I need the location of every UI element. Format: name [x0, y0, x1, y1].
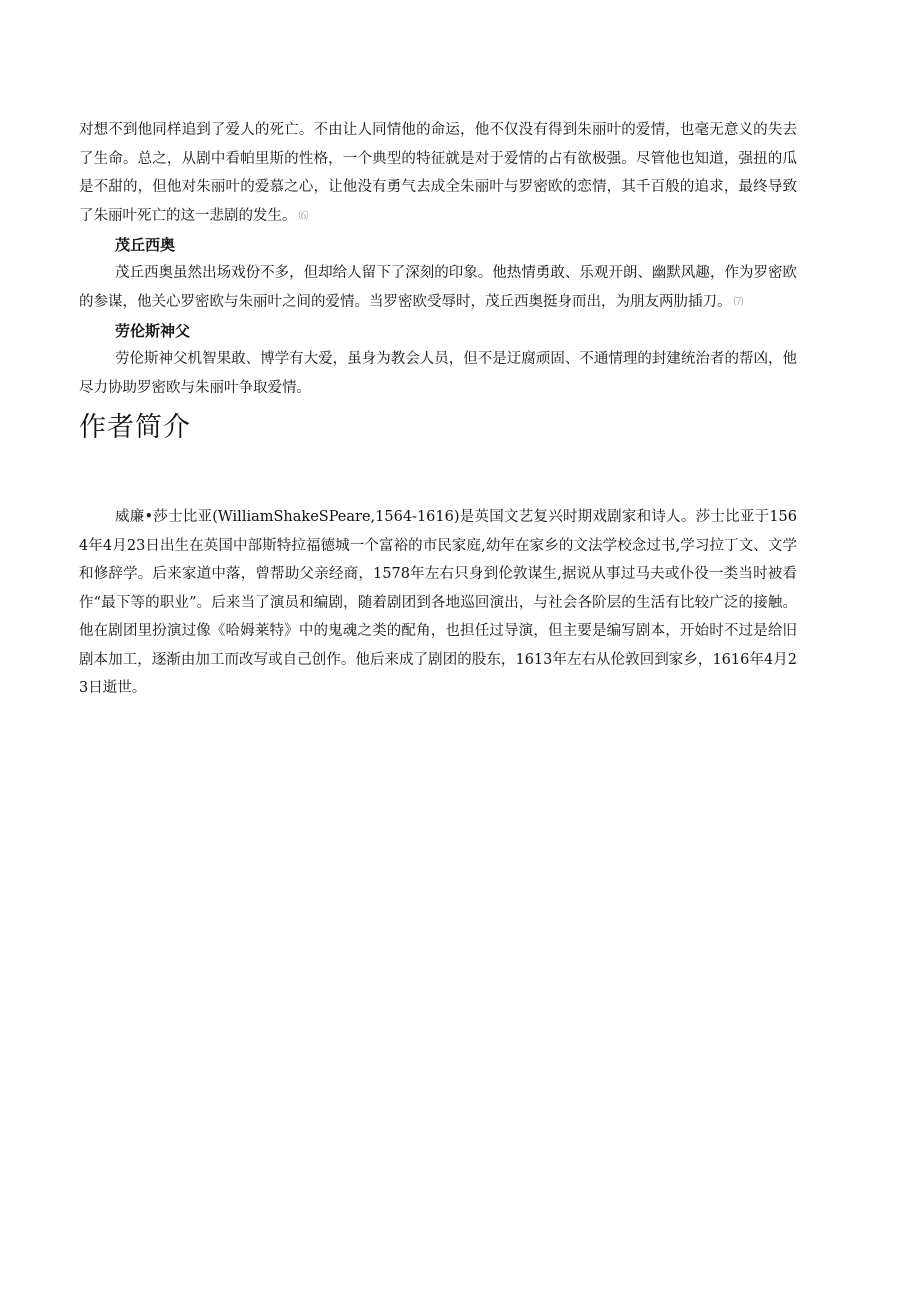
mercutio-paragraph	[79, 259, 797, 317]
author-bio-paragraph: 威廉•莎士比亚(WilliamShakeSPeare,1564-1616)是英国文艺复兴时期戏剧家和诗人。莎士比亚于1564年4月23日出生在英国中部斯特拉福德城一个富裕的市民家庭,幼年在家乡的文法学校念过书,学习拉丁文、文学和修辞学。后来家道中落，曾帮助父亲经商，1578年左右只身到伦敦谋生,据说从事过马夫或仆役一类当时被看作“最下等的职业”。后来当了演员和编剧，随着剧团到各地巡回演出，与社会各阶层的生活有比较广泛的接触。他在剧团里扮演过像《哈姆莱特》中的鬼魂之类的配角，也担任过导演，但主要是编写剧本，开始时不过是给旧剧本加工，逐渐由加工而改写或自己创作。他后来成了剧团的股东，1613年左右从伦敦回到家乡，1616年4月23日逝世。	[79, 509, 797, 696]
document-page	[79, 116, 797, 703]
character-heading-friar-laurence: 劳伦斯神父	[115, 322, 191, 340]
footnote-marker-7: ⑺	[733, 296, 744, 308]
friar-laurence-paragraph-text: 劳伦斯神父机智果敢、博学有大爱，虽身为教会人员，但不是迂腐顽固、不通情理的封建统治者的帮凶，他尽力协助罗密欧与朱丽叶争取爱情。	[79, 351, 797, 396]
footnote-marker-6: ⑹	[298, 210, 309, 222]
mercutio-paragraph-text: 茂丘西奥虽然出场戏份不多，但却给人留下了深刻的印象。他热情勇敢、乐观开朗、幽默风趣，作为罗密欧的参谋，他关心罗密欧与朱丽叶之间的爱情。当罗密欧受辱时，茂丘西奥挺身而出，为朋友两肋插刀。	[79, 265, 797, 310]
author-intro-heading: 作者简介	[79, 412, 191, 443]
paris-paragraph	[79, 116, 797, 231]
character-heading-mercutio: 茂丘西奥	[115, 236, 176, 254]
paris-paragraph-text: 对想不到他同样追到了爱人的死亡。不由让人同情他的命运，他不仅没有得到朱丽叶的爱情，也毫无意义的失去了生命。总之，从剧中看帕里斯的性格，一个典型的特征就是对于爱情的占有欲极强。尽管他也知道，强扭的瓜是不甜的，但他对朱丽叶的爱慕之心，让他没有勇气去成全朱丽叶与罗密欧的恋情，其千百般的追求，最终导致了朱丽叶死亡的这一悲剧的发生。	[79, 122, 797, 224]
friar-laurence-paragraph	[79, 345, 797, 402]
